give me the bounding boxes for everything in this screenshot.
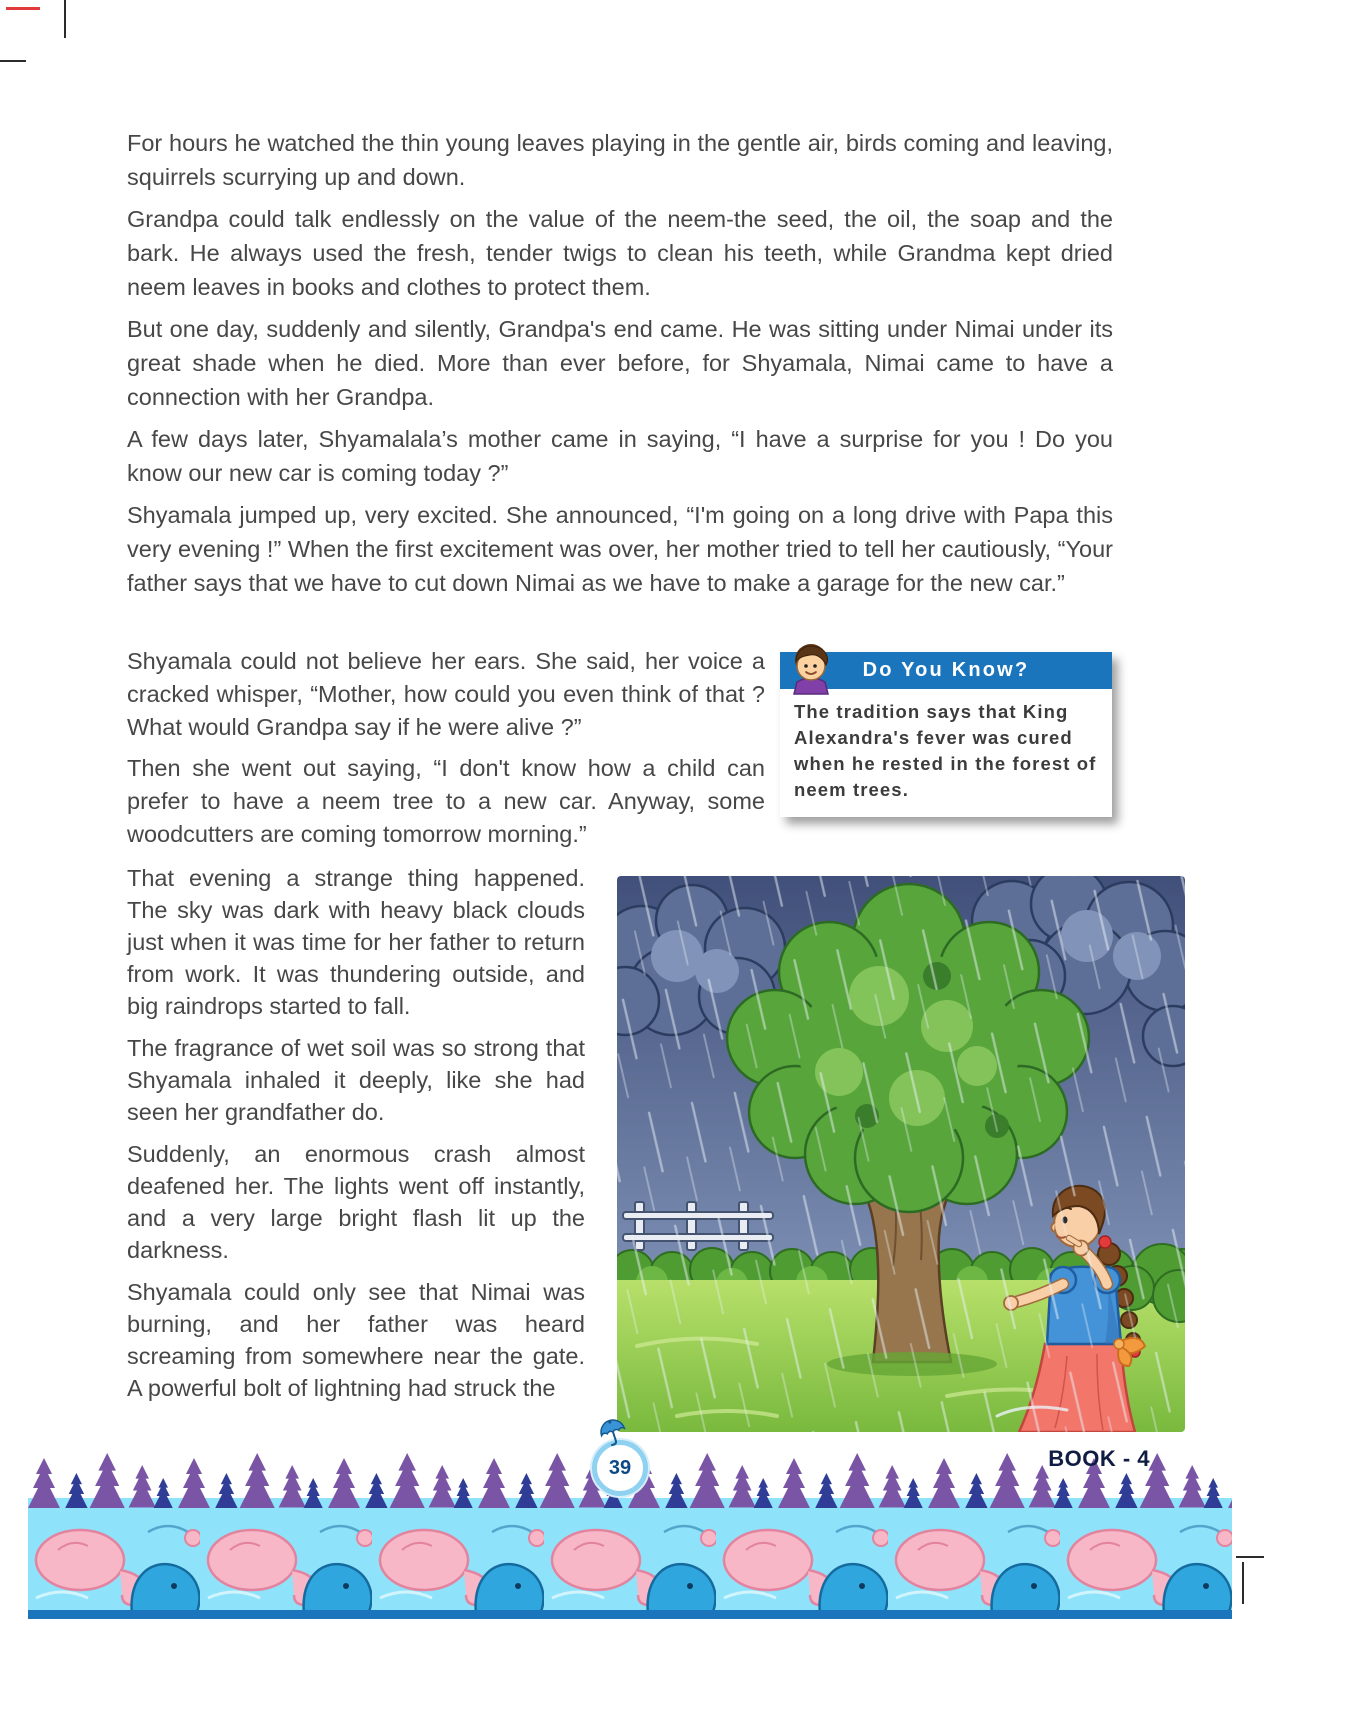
story-paragraph-2: Grandpa could talk endlessly on the value of the neem-the seed, the oil, the soap and the bark. He always used the fresh, tender twigs to clean his teeth, while Grandma kept dried neem leaves in books and clothes to protect them. [127, 206, 1113, 300]
do-you-know-body: The tradition says that King Alexandra's fever was cured when he rested in the forest of neem trees. [794, 701, 1097, 800]
page-number: 39 [608, 1456, 632, 1479]
boy-face-icon [784, 638, 838, 696]
story-paragraph-4: A few days later, Shyamalala’s mother came in saying, “I have a surprise for you ! Do you know our new car is coming today ?” [127, 426, 1113, 486]
story-text-left-column [127, 862, 585, 1414]
crop-mark-top-left-horizontal [0, 60, 26, 62]
story-paragraph-6: Shyamala could not believe her ears. She said, her voice a cracked whisper, “Mother, how could you even think of that ? What would Grandpa say if he were alive ?” [127, 648, 765, 740]
story-paragraph-9: The fragrance of wet soil was so strong that Shyamala inhaled it deeply, like she had seen her grandfather do. [127, 1035, 585, 1125]
story-paragraph-5: Shyamala jumped up, very excited. She announced, “I'm going on a long drive with Papa this very evening !” When the first excitement was over, her mother tried to tell her cautiously, “Your father says that we have to cut down Nimai as we have to make a garage for the new car.” [127, 502, 1113, 596]
crop-mark-bottom-right-vertical [1242, 1562, 1244, 1604]
crop-mark-red [6, 7, 40, 10]
story-paragraph-11: Shyamala could only see that Nimai was burning, and her father was heard screaming from somewhere near the gate. A powerful bolt of lightning had struck the [127, 1279, 585, 1401]
crop-mark-bottom-right-horizontal [1236, 1556, 1264, 1558]
do-you-know-title: Do You Know? [780, 652, 1112, 689]
story-illustration [617, 876, 1185, 1432]
story-text-beside-box [127, 645, 765, 859]
story-text [127, 126, 1113, 608]
do-you-know-box [780, 652, 1112, 817]
story-paragraph-7: Then she went out saying, “I don't know how a child can prefer to have a neem tree to a new car. Anyway, some woodcutters are coming tomorrow morning.” [127, 755, 765, 847]
story-paragraph-3: But one day, suddenly and silently, Grandpa's end came. He was sitting under Nimai under its great shade when he died. More than ever before, for Shyamala, Nimai came to have a connection with her Grandpa. [127, 316, 1113, 410]
story-paragraph-8: That evening a strange thing happened. The sky was dark with heavy black clouds just when it was time for her father to return from work. It was thundering outside, and big raindrops started to fall. [127, 865, 585, 1019]
page-number-badge [592, 1440, 648, 1496]
story-paragraph-10: Suddenly, an enormous crash almost deafened her. The lights went off instantly, and a very large bright flash lit up the darkness. [127, 1141, 585, 1263]
crop-mark-top-left-vertical [64, 0, 66, 38]
story-paragraph-1: For hours he watched the thin young leaves playing in the gentle air, birds coming and leaving, squirrels scurrying up and down. [127, 130, 1113, 190]
book-label: BOOK - 4 [1048, 1446, 1150, 1471]
